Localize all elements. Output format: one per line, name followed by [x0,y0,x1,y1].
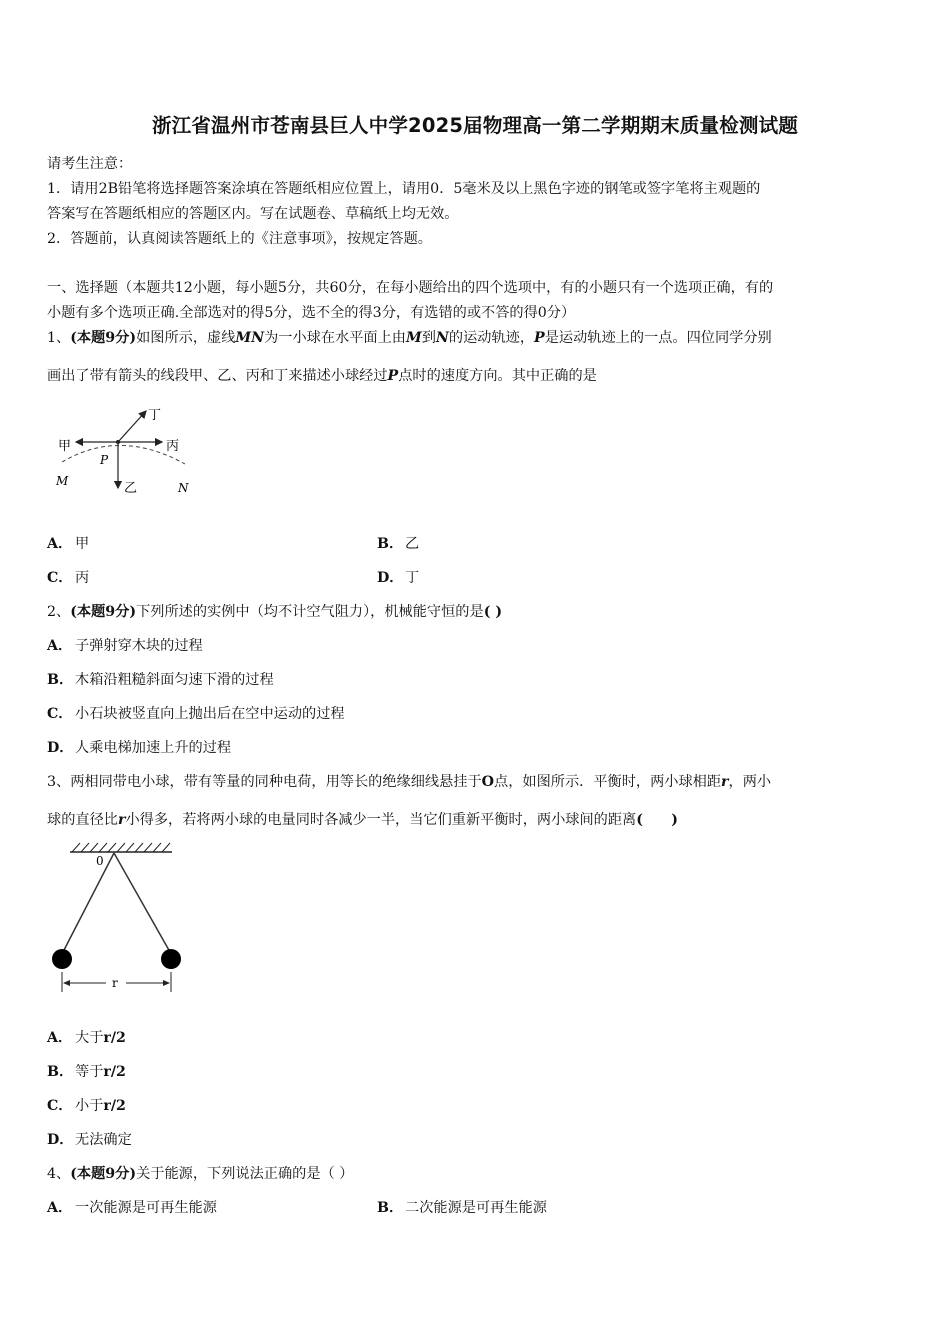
q1-score: (本题9分) [70,330,137,346]
q2-option-b-text: 木箱沿粗糙斜面匀速下滑的过程 [75,672,274,688]
q4-option-a-text: 一次能源是可再生能源 [75,1200,217,1216]
q3-option-b-text: 等于 [75,1064,104,1080]
q4-score: (本题9分) [70,1166,137,1182]
q1-label-p: P [100,453,109,467]
q3-right-thread [114,853,170,952]
q3-option-a[interactable] [47,1027,126,1047]
q2-option-c-label: C． [47,706,73,722]
q3-label-r: r [112,976,118,990]
q4-option-b[interactable] [377,1197,547,1217]
q3-text-5: 小得多，若将两小球的电量同时各减少一半，当它们重新平衡时，两小球间的距离 [125,812,637,828]
q1-n: N [435,330,449,346]
q2-stem [47,601,502,621]
q1-velocity-diagram [50,400,200,500]
q3-r-2: r [117,812,126,828]
q1-option-c-text: 丙 [75,570,90,586]
notice-item-1-line-2: 答案写在答题纸相应的答题区内。写在试题卷、草稿纸上均无效。 [47,206,459,222]
q1-option-d[interactable] [377,567,419,587]
q3-label-o: 0 [96,854,104,868]
q1-stem-line-2 [47,365,597,385]
q3-text-4: 球的直径比 [47,812,118,828]
q1-option-a[interactable] [47,533,89,553]
q1-option-c[interactable] [47,567,89,587]
q2-option-b-label: B． [47,672,74,688]
q3-pendulum-diagram [48,840,188,1000]
q3-text-3: ，两小 [728,774,772,790]
q3-o: O [481,774,495,790]
q4-number: 4、 [47,1166,71,1182]
q2-option-a-label: A． [47,638,73,654]
q1-text-1: 如图所示，虚线 [136,330,236,346]
q3-option-c[interactable] [47,1095,126,1115]
q1-text-4: 的运动轨迹， [448,330,535,346]
q1-option-a-label: A． [47,536,73,552]
q1-label-ding: 丁 [148,408,162,423]
q2-option-c[interactable] [47,703,345,723]
q1-number: 1、 [47,330,71,346]
q3-option-b[interactable] [47,1061,126,1081]
q2-text: 下列所述的实例中（均不计空气阻力），机械能守恒的是 [136,604,484,620]
q3-left-ball [52,949,72,969]
q3-option-d[interactable] [47,1129,132,1149]
section-heading-line-2: 小题有多个选项正确.全部选对的得5分，选不全的得3分，有选错的或不答的得0分） [47,305,576,321]
q3-option-c-value: r/2 [103,1098,126,1114]
q2-option-d-text: 人乘电梯加速上升的过程 [75,740,232,756]
q1-option-a-text: 甲 [75,536,90,552]
notice-item-1-line-1: 1．请用2B铅笔将选择题答案涂填在答题纸相应位置上，请用0．5毫米及以上黑色字迹的钢笔或签字笔将主观题的 [47,181,761,197]
q1-text-2: 为一小球在水平面上由 [264,330,406,346]
q1-label-n: N [178,481,189,495]
notice-item-2: 2．答题前，认真阅读答题纸上的《注意事项》，按规定答题。 [47,231,432,247]
q4-stem [47,1163,353,1183]
q3-text-2: 点，如图所示．平衡时，两小球相距 [494,774,722,790]
q3-right-ball [161,949,181,969]
q2-option-a[interactable] [47,635,203,655]
q2-paren: ( ) [483,604,503,620]
q3-dim-left-arrow [63,980,70,986]
q1-label-jia: 甲 [58,439,72,454]
q1-text-5: 是运动轨迹上的一点。四位同学分别 [544,330,772,346]
q3-option-b-value: r/2 [103,1064,126,1080]
q3-option-d-text: 无法确定 [75,1132,132,1148]
q3-option-c-text: 小于 [75,1098,104,1114]
q1-label-bing: 丙 [166,439,180,454]
q3-stem-line-2 [47,809,678,829]
q4-option-a-label: A． [47,1200,73,1216]
q2-option-d[interactable] [47,737,231,757]
q4-text: 关于能源，下列说法正确的是（ ） [136,1166,354,1182]
q3-stem-line-1 [47,771,771,791]
q1-option-d-text: 丁 [405,570,420,586]
q3-text-1: 3、两相同带电小球，带有等量的同种电荷，用等长的绝缘细线悬挂于 [47,774,482,790]
q3-r: r [721,774,729,790]
q1-point-p [116,440,120,444]
q1-arrow-ding [118,411,146,442]
q1-m: M [406,330,422,346]
q1-option-b-text: 乙 [405,536,420,552]
q4-option-b-label: B． [377,1200,404,1216]
q4-option-b-text: 二次能源是可再生能源 [405,1200,547,1216]
q3-option-c-label: C． [47,1098,73,1114]
q1-mn: MN [235,330,265,346]
q3-option-a-label: A． [47,1030,73,1046]
q3-option-b-label: B． [47,1064,74,1080]
q3-option-a-text: 大于 [75,1030,104,1046]
q1-label-yi: 乙 [124,481,138,496]
q1-p: P [534,330,545,346]
q1-option-d-label: D． [377,570,404,586]
q2-score: (本题9分) [70,604,137,620]
q2-option-d-label: D． [47,740,74,756]
q1-text-6: 画出了带有箭头的线段甲、乙、丙和丁来描述小球经过 [47,368,388,384]
q2-option-b[interactable] [47,669,274,689]
q3-option-d-label: D． [47,1132,74,1148]
q3-left-thread [63,853,114,952]
q2-option-a-text: 子弹射穿木块的过程 [75,638,203,654]
q1-label-m: M [56,474,69,488]
q2-option-c-text: 小石块被竖直向上抛出后在空中运动的过程 [75,706,345,722]
q1-option-c-label: C． [47,570,73,586]
q3-paren: ( ) [636,812,679,828]
q2-number: 2、 [47,604,71,620]
q1-text-7: 点时的速度方向。其中正确的是 [398,368,597,384]
q4-option-a[interactable] [47,1197,217,1217]
q1-option-b-label: B． [377,536,404,552]
q3-dim-right-arrow [163,980,170,986]
q3-option-a-value: r/2 [103,1030,126,1046]
page-title: 浙江省温州市苍南县巨人中学2025届物理高一第二学期期末质量检测试题 [151,114,799,137]
q1-stem-line-1 [47,327,772,347]
section-heading-line-1: 一、选择题（本题共12小题，每小题5分，共60分，在每小题给出的四个选项中，有的小题只有一个选项正确，有的 [47,280,774,296]
q1-option-b[interactable] [377,533,419,553]
q1-text-3: 到 [421,330,436,346]
notice-heading: 请考生注意： [47,156,133,172]
q1-p-2: P [387,368,399,384]
q3-ceiling-hatching [72,843,170,852]
